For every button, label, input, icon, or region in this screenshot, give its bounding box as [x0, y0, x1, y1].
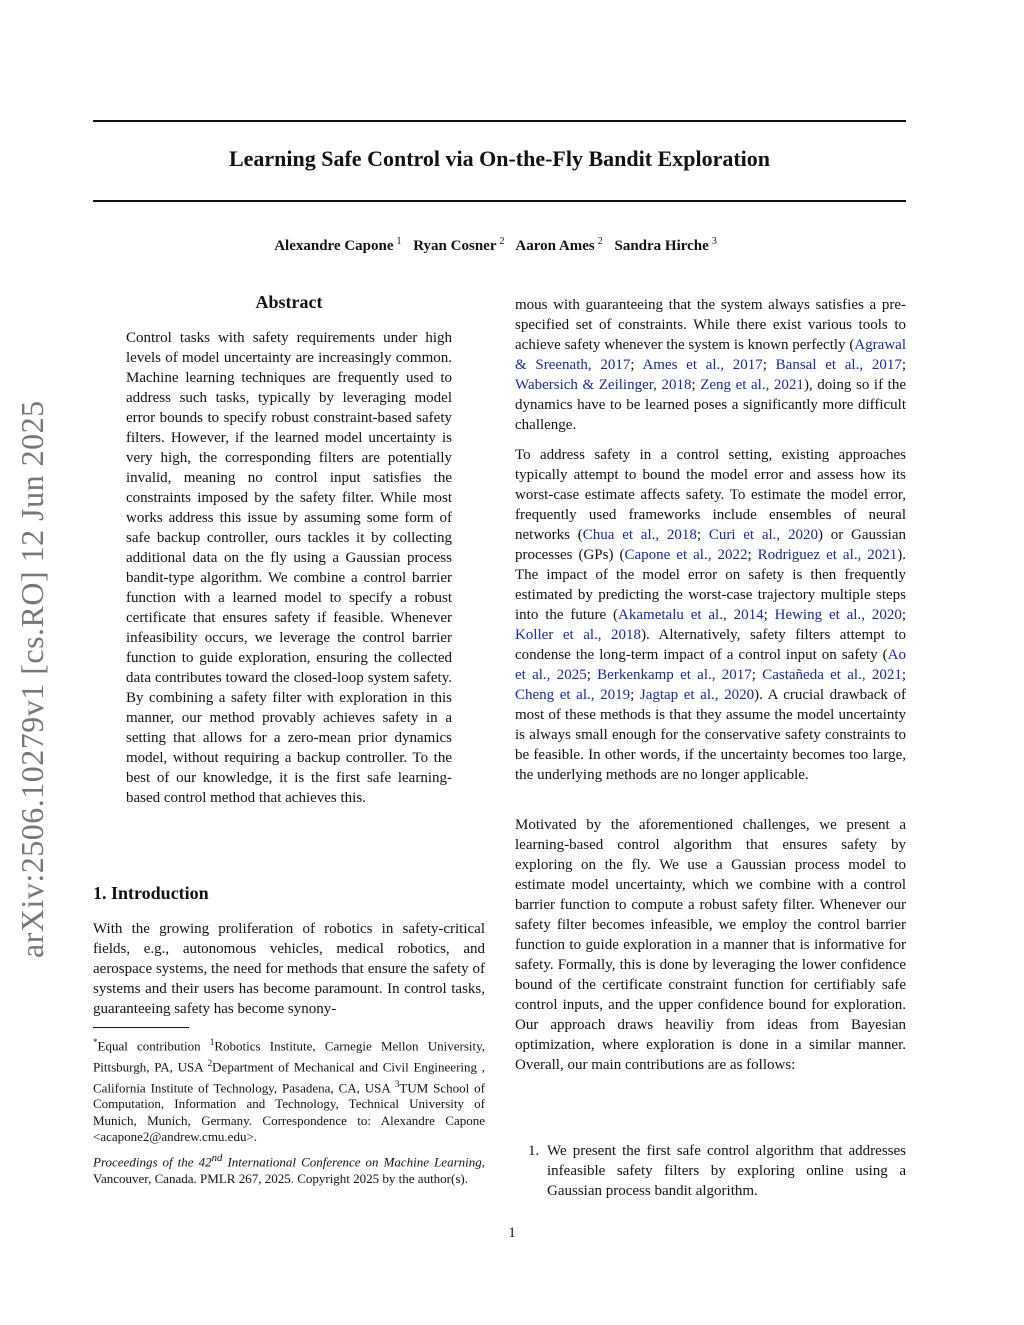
author-affiliation: 1: [396, 236, 402, 247]
affiliation-2: Department of Mechanical and Civil Engineering , California Institute of Technology, Pasadena, CA, USA: [93, 1059, 486, 1095]
citation-link[interactable]: Agrawal & Sreenath, 2017: [515, 337, 906, 373]
body-text: ;: [901, 607, 906, 623]
page-number: 1: [508, 1225, 516, 1241]
body-text: ;: [696, 527, 709, 543]
citation-link[interactable]: Akametalu et al., 2014: [618, 607, 764, 623]
footnote-mark: 3: [394, 1078, 400, 1089]
body-text: ;: [763, 607, 775, 623]
abstract-text: Control tasks with safety requirements under high levels of model uncertainty are increasingly common. Machine learning techniques are frequently used to address such tasks, typically by leveraging model error bounds to specify robust constraint-based safety filters. However, if the learned model uncertainty is very high, the corresponding filters are potentially invalid, meaning no control input satisfies the constraints imposed by the safety filter. While most works address this issue by assuming some form of safe backup controller, ours tackles it by collecting additional data on the fly using a Gaussian process bandit-type algorithm. We combine a control barrier function with a learned model to specify a robust certificate that ensures safety if feasible. Whenever infeasibility occurs, we leverage the control barrier function to guide exploration, ensuring the collected data contributes toward the closed-loop system safety. By combining a safety filter with exploration in this manner, our method provably achieves safety in a setting that allows for a zero-mean prior dynamics model, without requiring a backup controller. To the best of our knowledge, it is the first safe learning-based control method that achieves this.: [126, 330, 452, 806]
citation-link[interactable]: Bansal et al., 2017: [775, 357, 902, 373]
body-text: ;: [691, 377, 701, 393]
author-affiliation: 2: [597, 236, 603, 247]
col2-paragraph-2: [515, 445, 906, 785]
col2-paragraph-3: Motivated by the aforementioned challenges, we present a learning-based control algorithm that ensures safety by exploring on the fly. We use a Gaussian process model to estimate model uncertainty, which we combine with a control barrier function to compute a robust safety filter. Whenever our safety filter becomes infeasible, we employ the control barrier function to guide exploration in a manner that is informative for safety. Formally, this is done by leveraging the lower confidence bound of the certificate constraint function for certifiably safe control inputs, and the upper confidence bound for exploration. Our approach draws heaviliy from ideas from Bayesian optimization, where exploration is done in a similar manner. Overall, our main contributions are as follows:: [515, 817, 906, 1073]
proceedings-ordinal: 42: [198, 1154, 212, 1170]
author-name: Aaron Ames: [515, 238, 595, 254]
arxiv-identifier[interactable]: arXiv:2506.10279v1 [cs.RO] 12 Jun 2025: [14, 400, 50, 958]
footnote-mark: 1: [209, 1037, 215, 1047]
introduction-paragraph: With the growing proliferation of robotics in safety-critical fields, e.g., autonomous vehicles, medical robotics, and aerospace systems, the need for methods that ensure the safety of systems and their users has become paramount. In control tasks, guaranteeing safety has become synony-: [93, 921, 485, 1017]
affiliation-3: TUM School of Computation, Information and Technology, Technical University of Munich, Munich, Germany. Correspondence to: Alexandre Capone <acapone2@andrew.cmu.edu>.: [93, 1079, 485, 1145]
author-name: Alexandre Capone: [274, 238, 394, 254]
introduction-heading: 1. Introduction: [93, 883, 209, 903]
proceedings-rest: , Vancouver, Canada. PMLR 267, 2025. Copyright 2025 by the author(s).: [93, 1154, 485, 1187]
citation-link[interactable]: Hewing et al., 2020: [774, 607, 902, 623]
proceedings-prefix: Proceedings of the: [93, 1154, 194, 1170]
footnote-rule: [93, 1027, 189, 1028]
author-affiliation: 3: [711, 236, 717, 247]
citation-link[interactable]: Berkenkamp et al., 2017: [597, 667, 752, 683]
body-text: ). Alternatively, safety filters attempt to condense the long-term impact of a control input on safety (: [515, 627, 906, 663]
citation-link[interactable]: Ames et al., 2017: [642, 357, 763, 373]
citation-link[interactable]: Rodriguez et al., 2021: [757, 547, 898, 563]
author-name: Ryan Cosner: [413, 238, 497, 254]
paper-title: Learning Safe Control via On-the-Fly Bandit Exploration: [228, 146, 771, 171]
citation-link[interactable]: Curi et al., 2020: [708, 527, 818, 543]
citation-link[interactable]: Ao et al., 2025: [515, 647, 906, 683]
citation-link[interactable]: Cheng et al., 2019: [515, 687, 631, 703]
body-text: mous with guaranteeing that the system always satisfies a pre-specified set of constraints. While there exist various tools to achieve safety whenever the system is known perfectly (: [515, 297, 906, 353]
col2-paragraph-1: [515, 295, 906, 435]
citation-link[interactable]: Jagtap et al., 2020: [639, 687, 755, 703]
body-text: ;: [901, 357, 906, 373]
body-text: ;: [751, 667, 763, 683]
body-text: ). The impact of the model error on safety is then frequently estimated by predicting the worst-case trajectory multiple steps into the future (: [515, 547, 906, 623]
abstract-heading: Abstract: [255, 292, 323, 312]
body-text: ;: [630, 687, 640, 703]
citation-link[interactable]: Zeng et al., 2021: [700, 377, 804, 393]
body-text: To address safety in a control setting, existing approaches typically attempt to bound the model error and assess how its worst-case estimate affects safety. To estimate the model error, frequently used frameworks include ensembles of neural networks (: [515, 447, 906, 543]
body-text: ;: [762, 357, 776, 373]
contribution-number: 1.: [528, 1143, 540, 1159]
title-bottom-rule: [93, 200, 906, 202]
author-list: [93, 236, 906, 255]
body-text: ;: [901, 667, 907, 683]
author-affiliation: 2: [499, 236, 505, 247]
proceedings-note: [93, 1150, 485, 1187]
footnote-mark: *: [93, 1037, 98, 1047]
body-text: ), doing so if the dynamics have to be learned poses a significantly more difficult challenge.: [515, 377, 906, 433]
author-name: Sandra Hirche: [614, 238, 709, 254]
conference-name: International Conference on Machine Learning: [227, 1154, 482, 1170]
citation-link[interactable]: Koller et al., 2018: [515, 627, 642, 643]
equal-contribution-note: Equal contribution: [97, 1038, 201, 1054]
affiliations-footnote: [93, 1034, 485, 1146]
affiliation-1: Robotics Institute, Carnegie Mellon University, Pittsburgh, PA, USA: [93, 1038, 486, 1075]
citation-link[interactable]: Castañeda et al., 2021: [762, 667, 902, 683]
footnote-mark: 2: [207, 1057, 213, 1068]
citation-link[interactable]: Wabersich & Zeilinger, 2018: [515, 377, 692, 393]
contribution-item: [528, 1141, 906, 1201]
citation-link[interactable]: Chua et al., 2018: [582, 527, 697, 543]
body-text: ). A crucial drawback of most of these methods is that they assume the model uncertainty is always small enough for the conservative safety constraints to be feasible. In other words, if the uncertainty becomes too large, the underlying methods are no longer applicable.: [515, 687, 906, 783]
body-text: ;: [630, 357, 643, 373]
contribution-text: We present the first safe control algorithm that addresses infeasible safety filters by exploring online using a Gaussian process bandit algorithm.: [547, 1143, 906, 1199]
citation-link[interactable]: Capone et al., 2022: [624, 547, 748, 563]
proceedings-ordinal-suffix: nd: [211, 1152, 223, 1164]
top-rule: [93, 120, 906, 122]
body-text: ;: [586, 667, 598, 683]
body-text: ;: [747, 547, 758, 563]
body-text: ) or Gaussian processes (GPs) (: [515, 527, 906, 563]
